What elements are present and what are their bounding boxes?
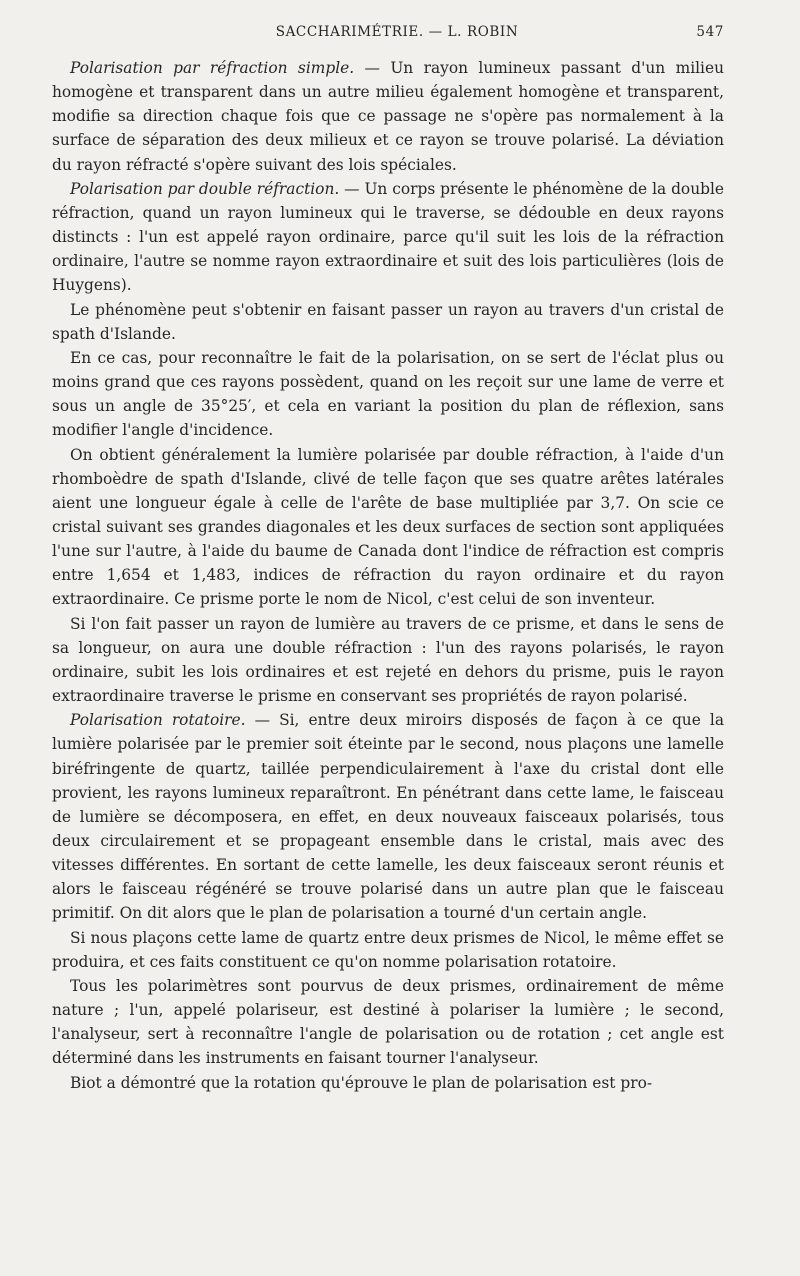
- paragraph-lead: Polarisation rotatoire.: [70, 711, 246, 730]
- paragraph-text: Tous les polarimètres sont pourvus de deux prismes, ordinairement de même nature ; l'un, appelé polariseur, est destiné à polariser la lumière ; le second, l'analyseur, sert à reconnaître l'angle de polarisation ou de rotation ; cet angle est déterminé dans les instruments en faisant tourner l'analyseur.: [52, 976, 724, 1068]
- running-head: [52, 18, 724, 50]
- body-text: [52, 56, 724, 1095]
- paragraph-double-refraction: [52, 177, 724, 298]
- paragraph-lead: Polarisation par réfraction simple.: [70, 59, 355, 77]
- paragraph-text: Si l'on fait passer un rayon de lumière au travers de ce prisme, et dans le sens de sa longueur, on aura une double réfraction : l'un des rayons polarisés, le rayon ordinaire, subit les lois ordinaires et est rejeté en dehors du prisme, puis le rayon extraordinaire traverse le prisme en conservant ses propriétés de rayon polarisé.: [52, 614, 724, 706]
- paragraph-refraction-simple: [52, 56, 724, 177]
- paragraph-text: Si nous plaçons cette lame de quartz entre deux prismes de Nicol, le même effet se produira, et ces faits constituent ce qu'on nomme polarisation rotatoire.: [52, 928, 724, 971]
- paragraph-text: — Un rayon lumineux passant d'un milieu homogène et transparent dans un autre milieu également homogène et transparent, modifie sa direction chaque fois que ce passage ne s'opère pas normalement à la surface de séparation des deux milieux et ce rayon se trouve polarisé. La déviation du rayon réfracté s'opère suivant des lois spéciales.: [52, 59, 724, 174]
- paragraph-nicol: [52, 443, 724, 612]
- paragraph-text: En ce cas, pour reconnaître le fait de la polarisation, on se sert de l'éclat plus ou moins grand que ces rayons possèdent, quand on les reçoit sur une lame de verre et sous un angle de 35°25′, et cela en variant la position du plan de réflexion, sans modifier l'angle d'incidence.: [52, 348, 724, 440]
- paragraph-eclat: [52, 346, 724, 443]
- running-title: SACCHARIMÉTRIE. — L. ROBIN: [275, 24, 519, 40]
- paragraph-biot: [52, 1071, 724, 1095]
- paragraph-text: Biot a démontré que la rotation qu'éprouve le plan de polarisation est pro-: [70, 1073, 653, 1092]
- paragraph-text: — Si, entre deux miroirs disposés de façon à ce que la lumière polarisée par le premier soit éteinte par le second, nous plaçons une lamelle biréfringente de quartz, taillée perpendiculairement à l'axe du cristal dont elle provient, les rayons lumineux reparaîtront. En pénétrant dans cette lame, le faisceau de lumière se décomposera, en effet, en deux nouveaux faisceaux polarisés, tous deux circulairement et se propageant ensemble dans le cristal, mais avec des vitesses différentes. En sortant de cette lamelle, les deux faisceaux seront réunis et alors le faisceau régénéré se trouve polarisé dans un autre plan que le faisceau primitif. On dit alors que le plan de polarisation a tourné d'un certain angle.: [52, 711, 724, 923]
- paragraph-spath: [52, 298, 724, 346]
- paragraph-quartz: [52, 926, 724, 974]
- paragraph-polarimetres: [52, 974, 724, 1071]
- paragraph-text: — Un corps présente le phénomène de la double réfraction, quand un rayon lumineux qui le traverse, se dédouble en deux rayons distincts : l'un est appelé rayon ordinaire, parce qu'il suit les lois de la réfraction ordinaire, l'autre se nomme rayon extraordinaire et suit des lois particulières (lois de Huygens).: [52, 179, 724, 295]
- paragraph-text: Le phénomène peut s'obtenir en faisant passer un rayon au travers d'un cristal de spath d'Islande.: [52, 300, 724, 343]
- paragraph-prisme: [52, 612, 724, 709]
- paragraph-rotatoire: [52, 708, 724, 925]
- paragraph-text: On obtient généralement la lumière polarisée par double réfraction, à l'aide d'un rhomboèdre de spath d'Islande, clivé de telle façon que ses quatre arêtes latérales aient une longueur égale à celle de l'arête de base multipliée par 3,7. On scie ce cristal suivant ses grandes diagonales et les deux surfaces de section sont appliquées l'une sur l'autre, à l'aide du baume de Canada dont l'indice de réfraction est compris entre 1,654 et 1,483, indices de réfraction du rayon ordinaire et du rayon extraordinaire. Ce prisme porte le nom de Nicol, c'est celui de son inventeur.: [52, 445, 724, 609]
- paragraph-lead: Polarisation par double réfraction.: [70, 179, 340, 198]
- page-number: 547: [696, 24, 724, 40]
